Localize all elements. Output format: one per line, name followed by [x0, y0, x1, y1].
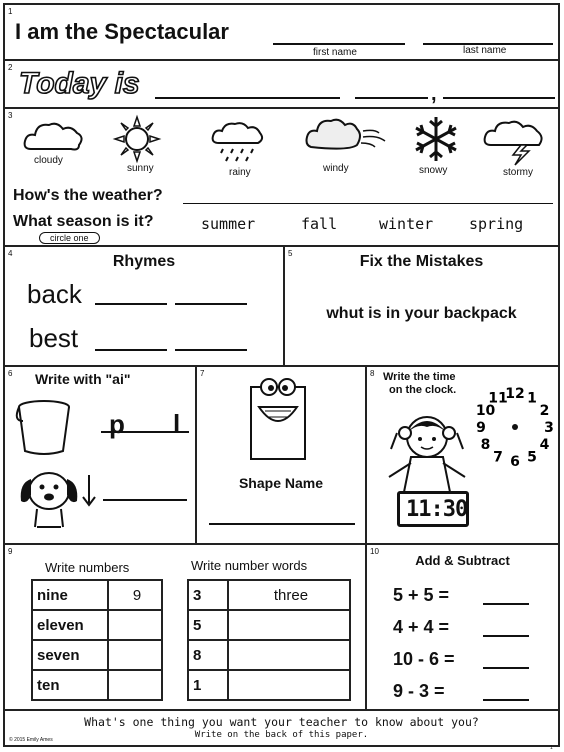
section-clock [367, 367, 558, 545]
number-word: eleven [32, 610, 108, 640]
season-fall[interactable]: fall [301, 215, 338, 233]
copyright: © 2015 Emily Ames [9, 737, 53, 743]
rhyme-answer-line[interactable] [175, 349, 247, 351]
section-rhymes [5, 247, 285, 367]
number-digit: 8 [188, 640, 228, 670]
month-line[interactable] [355, 97, 428, 99]
first-name-line[interactable] [273, 43, 405, 45]
number-answer[interactable]: 9 [108, 580, 162, 610]
weather-label: snowy [419, 165, 448, 176]
number-digit: 3 [188, 580, 228, 610]
math-problem: 9 - 3 = [393, 681, 445, 701]
clock-instruction-line2: on the clock. [389, 384, 457, 396]
clock-number: 5 [527, 449, 537, 466]
write-ai-title: Write with "ai" [35, 371, 131, 387]
clock-number: 3 [544, 420, 554, 436]
table-row [32, 670, 162, 700]
worksheet [3, 3, 560, 747]
digital-clock [397, 491, 469, 527]
section-weather [5, 109, 558, 247]
tail-answer-line[interactable] [103, 499, 187, 501]
table-row [32, 640, 162, 670]
number-word-answer[interactable]: three [228, 580, 350, 610]
number-digit: 1 [188, 670, 228, 700]
clock-number: 4 [539, 437, 550, 453]
math-problem: 5 + 5 = [393, 585, 450, 605]
section-number: 4 [8, 249, 13, 258]
section-number: 9 [8, 547, 13, 556]
clock-face[interactable] [475, 381, 555, 471]
section-shape [197, 367, 367, 545]
number-answer[interactable] [108, 670, 162, 700]
shape-name-label: Shape Name [238, 475, 324, 491]
weather-label: windy [323, 163, 349, 174]
season-summer[interactable]: summer [201, 215, 256, 233]
number-word-answer[interactable] [228, 670, 350, 700]
section-date [5, 61, 558, 109]
last-name-label: last name [463, 45, 507, 56]
clock-number: 6 [510, 454, 520, 470]
shape-name-line[interactable] [209, 523, 355, 525]
weather-answer-line[interactable] [183, 203, 553, 204]
cloud-icon [23, 121, 83, 153]
fix-mistakes-title: Fix the Mistakes [359, 253, 484, 270]
clock-instruction-line1: Write the time [383, 371, 456, 383]
letter-l: l [173, 409, 181, 439]
math-answer-line[interactable] [483, 667, 529, 669]
first-name-label: first name [313, 47, 357, 58]
write-numbers-title: Write numbers [45, 560, 130, 575]
section-number: 2 [8, 63, 13, 72]
section-number: 7 [200, 369, 205, 378]
section-number: 1 [8, 7, 13, 16]
section-number: 3 [8, 111, 13, 120]
section-number: 8 [370, 369, 375, 378]
number-word: seven [32, 640, 108, 670]
rhyme-answer-line[interactable] [95, 303, 167, 305]
section-add-subtract [367, 545, 558, 711]
number-word-answer[interactable] [228, 640, 350, 670]
section-fix-mistakes [285, 247, 558, 367]
clock-number: 10 [475, 403, 496, 419]
number-word: ten [32, 670, 108, 700]
season-question: What season is it? [13, 213, 154, 230]
mistake-sentence: whut is in your backpack [326, 305, 517, 322]
rhyme-answer-line[interactable] [95, 349, 167, 351]
date-comma: , [431, 83, 437, 105]
clock-number: 9 [476, 420, 486, 436]
section-number: 6 [8, 369, 13, 378]
storm-cloud-icon [483, 121, 543, 167]
season-spring[interactable]: spring [469, 215, 524, 233]
number-answer[interactable] [108, 610, 162, 640]
snowflake-icon [411, 115, 461, 163]
number-answer[interactable] [108, 640, 162, 670]
clock-number: 1 [527, 390, 537, 407]
math-answer-line[interactable] [483, 603, 529, 605]
season-winter[interactable]: winter [379, 215, 434, 233]
weather-label: stormy [503, 167, 533, 178]
table-row [188, 610, 350, 640]
clock-number: 2 [539, 403, 550, 419]
weather-label: sunny [127, 163, 154, 174]
clock-number: 7 [493, 449, 503, 466]
letter-p: p [109, 409, 125, 439]
math-answer-line[interactable] [483, 635, 529, 637]
worksheet-title: I am the Spectacular [15, 19, 229, 44]
section-number: 10 [370, 547, 379, 556]
math-answer-line[interactable] [483, 699, 529, 701]
weather-label: cloudy [34, 155, 63, 166]
clock-number: 8 [480, 437, 491, 453]
footer [5, 711, 558, 745]
write-number-words-title: Write number words [191, 558, 308, 573]
rhyme-word: best [29, 323, 79, 353]
math-problem: 10 - 6 = [393, 649, 455, 669]
table-row [188, 670, 350, 700]
rain-cloud-icon [211, 121, 263, 165]
clock-number: 11 [488, 390, 508, 407]
section-number: 5 [288, 249, 293, 258]
number-words-table [187, 579, 351, 701]
number-word-answer[interactable] [228, 610, 350, 640]
weather-label: rainy [229, 167, 251, 178]
page-number: 1 [550, 745, 553, 751]
math-problem: 4 + 4 = [393, 617, 450, 637]
square-character-icon [245, 373, 311, 463]
clock-number: 12 [505, 386, 525, 402]
number-digit: 5 [188, 610, 228, 640]
girl-icon [381, 411, 473, 497]
pail-icon [15, 397, 73, 455]
circle-one-hint: circle one [39, 232, 100, 244]
table-row [32, 610, 162, 640]
numbers-table [31, 579, 163, 701]
digital-time: 11:30 [406, 497, 468, 522]
rhyme-word: back [27, 279, 82, 309]
weekday-line[interactable] [155, 97, 340, 99]
weather-question: How's the weather? [13, 187, 163, 204]
number-word: nine [32, 580, 108, 610]
wind-cloud-icon [305, 117, 389, 157]
today-is-title: Today is [19, 67, 140, 100]
dog-icon [13, 465, 99, 529]
table-row [32, 580, 162, 610]
table-row [188, 640, 350, 670]
table-row [188, 580, 350, 610]
section-numbers [5, 545, 367, 711]
rhyme-answer-line[interactable] [175, 303, 247, 305]
day-line[interactable] [443, 97, 555, 99]
footer-note: Write on the back of this paper. [194, 730, 369, 740]
section-write-ai [5, 367, 197, 545]
footer-question: What's one thing you want your teacher to know about you? [84, 715, 479, 729]
section-name [5, 5, 558, 61]
sun-icon [113, 115, 161, 163]
add-subtract-title: Add & Subtract [415, 553, 510, 568]
rhymes-title: Rhymes [112, 253, 176, 270]
